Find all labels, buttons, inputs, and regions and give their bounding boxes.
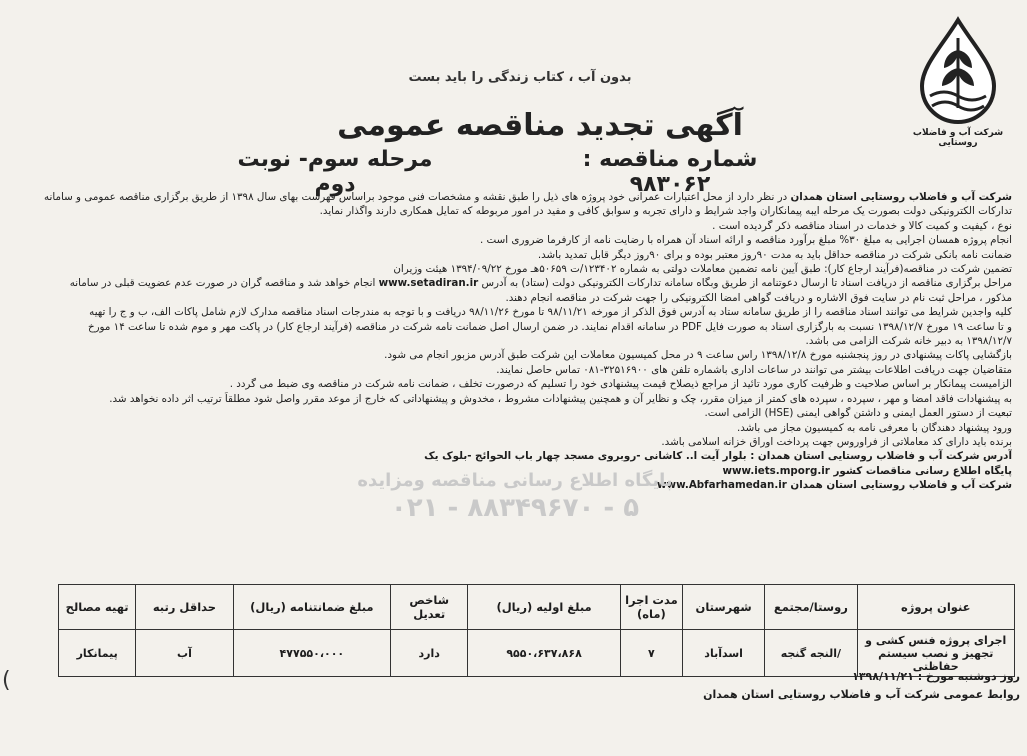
table-cell-duration: ۷ xyxy=(620,630,682,677)
table-cell-project: اجرای پروژه فنس کشی و تجهیز و نصب سیستم حفاظتی xyxy=(857,630,1014,677)
watermark-text: پایگاه اطلاع رسانی مناقصه ومزایده xyxy=(357,470,673,491)
watermark xyxy=(330,470,700,523)
body-line: و تا ساعت ۱۹ مورخ ۱۳۹۸/۱۲/۷ نسبت به بارگزاری اسناد به صورت فایل PDF در سامانه اقدام نمایند. در ضمن ارسال اصل ضمانت نامه شرکت در مناقصه (فرآیند ارجاع کار) در پاکت مهر و موم شده تا ساعت ۱۴ مورخ xyxy=(87,320,1012,333)
company-logo xyxy=(903,16,1013,166)
body-site-post: انجام خواهد شد و مناقصه گران در صورت عدم عضویت قبلی در سامانه xyxy=(69,277,379,290)
body-line: انجام پروژه همسان اجرایی به مبلغ ۳۰% مبلغ برآورد مناقصه و ارائه اسناد آن همراه با رضایت نامه از کارفرما ضروری است . xyxy=(480,234,1012,247)
body-line: مذکور ، مراحل ثبت نام در سایت فوق الاشاره و دریافت گواهی امضا الکترونیکی را جهت شرکت در مناقصه انجام دهند. xyxy=(505,291,1012,304)
tender-table xyxy=(58,584,1015,677)
table-header: عنوان پروژه xyxy=(857,585,1014,630)
table-header: مدت اجرا (ماه) xyxy=(620,585,682,630)
table-cell-materials: پیمانکار xyxy=(59,630,136,677)
tender-stage: مرحله سوم- نوبت دوم xyxy=(237,147,433,197)
body-line: نوع ، کیفیت و کمیت کالا و خدمات در اسناد مناقصه ذکر گردیده است . xyxy=(712,219,1012,232)
body-site-pre: مراحل برگزاری مناقصه از دریافت اسناد تا ارسال دعوتنامه از طریق وبگاه سامانه تدارکات الکترونیکی دولت (ستاد) به آدرس xyxy=(478,277,1012,290)
publish-date: روز دوشنبه مورخ : ۱۳۹۸/۱۱/۲۱ xyxy=(852,670,1020,683)
table-header: تهیه مصالح xyxy=(59,585,136,630)
watermark-phone: ۰۲۱ - ۸۸۳۴۹۶۷۰ - ۵ xyxy=(390,493,640,523)
body-line: تضمین شرکت در مناقصه(فرآیند ارجاع کار): طبق آیین نامه تضمین معاملات دولتی به شماره ۱۲۳۴۰۲/ت ۵۰۶۵۹هـ مورخ ۱۳۹۴/۰۹/۲۲ هیئت وزیران xyxy=(393,263,1012,276)
table-cell-initial-amount: ۹۵۵۰،۶۳۷،۸۶۸ xyxy=(468,630,620,677)
public-relations-footer: روابط عمومی شرکت آب و فاضلاب روستایی استان همدان xyxy=(703,688,1020,701)
body-line: کلیه واجدین شرایط می توانند اسناد مناقصه را از طریق سامانه ستاد به آدرس فوق الذکر از مورخه ۹۸/۱۱/۲۱ تا مورخ ۹۸/۱۱/۲۶ دریافت و با توجه به مندرجات اسناد مناقصه مدارک لازم شامل پاکات الف، ب و ج را تهیه xyxy=(89,306,1012,319)
table-header: مبلغ ضمانتنامه (ریال) xyxy=(233,585,390,630)
body-line-abfar: شرکت آب و فاضلاب روستایی استان همدان www.Abfarhamedan.ir xyxy=(657,479,1012,492)
body-line: برنده باید دارای کد معاملاتی از فراوروس جهت پرداخت اوراق خزانه اسلامی باشد. xyxy=(661,435,1012,448)
table-cell-rank: آب xyxy=(136,630,233,677)
body-line: به پیشنهادات فاقد امضا و مهر ، سپرده ، سپرده های کمتر از میزان مقرر، چک و نظایر آن و همچنین پیشنهادات مشروط ، مخدوش و پیشنهاداتی که خارج از موعد مقرر واصل شود مطلقاً ترتیب اثر داده نخواهد شد. xyxy=(109,392,1012,405)
body-line: ضمانت نامه بانکی شرکت در مناقصه حداقل باید به مدت ۹۰روز معتبر بوده و برای ۹۰روز دیگر قابل تمدید باشد. xyxy=(537,248,1012,261)
page-edge-mark: ( xyxy=(2,668,11,693)
table-header: روستا/مجتمع xyxy=(765,585,857,630)
table-cell-village: /النجه گنجه xyxy=(765,630,857,677)
body-line: بازگشایی پاکات پیشنهادی در روز پنجشنبه مورخ ۱۳۹۸/۱۲/۸ راس ساعت ۹ در محل کمیسیون معاملات این شرکت طبق آدرس مزبور انجام می شود. xyxy=(384,349,1012,362)
body-line: ورود پیشنهاد دهندگان با معرفی نامه به کمیسیون مجاز می باشد. xyxy=(736,421,1012,434)
body-line: تبعیت از دستور العمل ایمنی و داشتن گواهی ایمنی (HSE) الزامی است. xyxy=(704,407,1012,420)
table-header: مبلغ اولیه (ریال) xyxy=(468,585,620,630)
setadiran-link[interactable]: www.setadiran.ir xyxy=(378,277,479,290)
body-line: تدارکات الکترونیکی دولت بصورت یک مرحله ایبه پیمانکاران واجد شرایط و دارای تجربه و سوابق کافی و مفید در امور مربوطه که تمایل همکاری دارند واگذار نماید. xyxy=(319,205,1012,218)
body-line: آدرس شرکت آب و فاضلاب روستایی استان همدان : بلوار آیت ا.. کاشانی -روبروی مسجد چهار باب الحوائج -بلوک یک xyxy=(424,450,1012,463)
body-line: ۱۳۹۸/۱۲/۷ به دبیر خانه شرکت الزامی می باشد. xyxy=(805,335,1012,348)
tender-number: شماره مناقصه : ۹۸۳۰۶۲ xyxy=(582,147,758,197)
notice-title: آگهی تجدید مناقصه عمومی xyxy=(337,108,743,143)
body-line-site xyxy=(12,276,1012,290)
body-line: متقاضیان جهت دریافت اطلاعات بیشتر می توانند در ساعات اداری باشماره تلفن های ۳۲۵۱۶۹۰۰-۰۸۱ تماس حاصل نمایند. xyxy=(496,363,1012,376)
body-line-lead xyxy=(12,190,1012,204)
table-header: شهرستان xyxy=(682,585,764,630)
body-line: الزامیست پیمانکار بر اساس صلاحیت و ظرفیت کاری مورد تائید از مراجع ذیصلاح قیمت پیشنهادی خود را تسلیم که درصورت تخلف ، ضمانت نامه شرکت در مناقصه وی ضبط می گردد . xyxy=(229,378,1012,391)
table-header-row xyxy=(59,585,1015,630)
table-cell-county: اسدآباد xyxy=(682,630,764,677)
table-header: شاخص تعدیل xyxy=(391,585,468,630)
body-line-iets: پایگاه اطلاع رسانی مناقصات کشور www.iets.mporg.ir xyxy=(722,464,1012,477)
table-cell-guarantee: ۴۷۷۵۵۰،۰۰۰ xyxy=(233,630,390,677)
body-lead-company: شرکت آب و فاضلاب روستایی استان همدان xyxy=(790,191,1012,203)
notice-body xyxy=(12,190,1012,493)
table-header: حداقل رتبه xyxy=(136,585,233,630)
table-cell-adjustment: دارد xyxy=(391,630,468,677)
water-drop-wheat-icon xyxy=(912,16,1004,126)
logo-company-name: شرکت آب و فاضلاب روستایی xyxy=(912,128,1004,148)
body-lead-rest: در نظر دارد از محل اعتبارات عمرانی خود پروژه های ذیل را طبق نقشه و مشخصات فنی موجود براساس فهرست بهای سال ۱۳۹۸ از طریق برگزاری مناقصه عمومی و سامانه xyxy=(43,191,791,203)
slogan: بدون آب ، کتاب زندگی را باید بست xyxy=(408,70,632,85)
